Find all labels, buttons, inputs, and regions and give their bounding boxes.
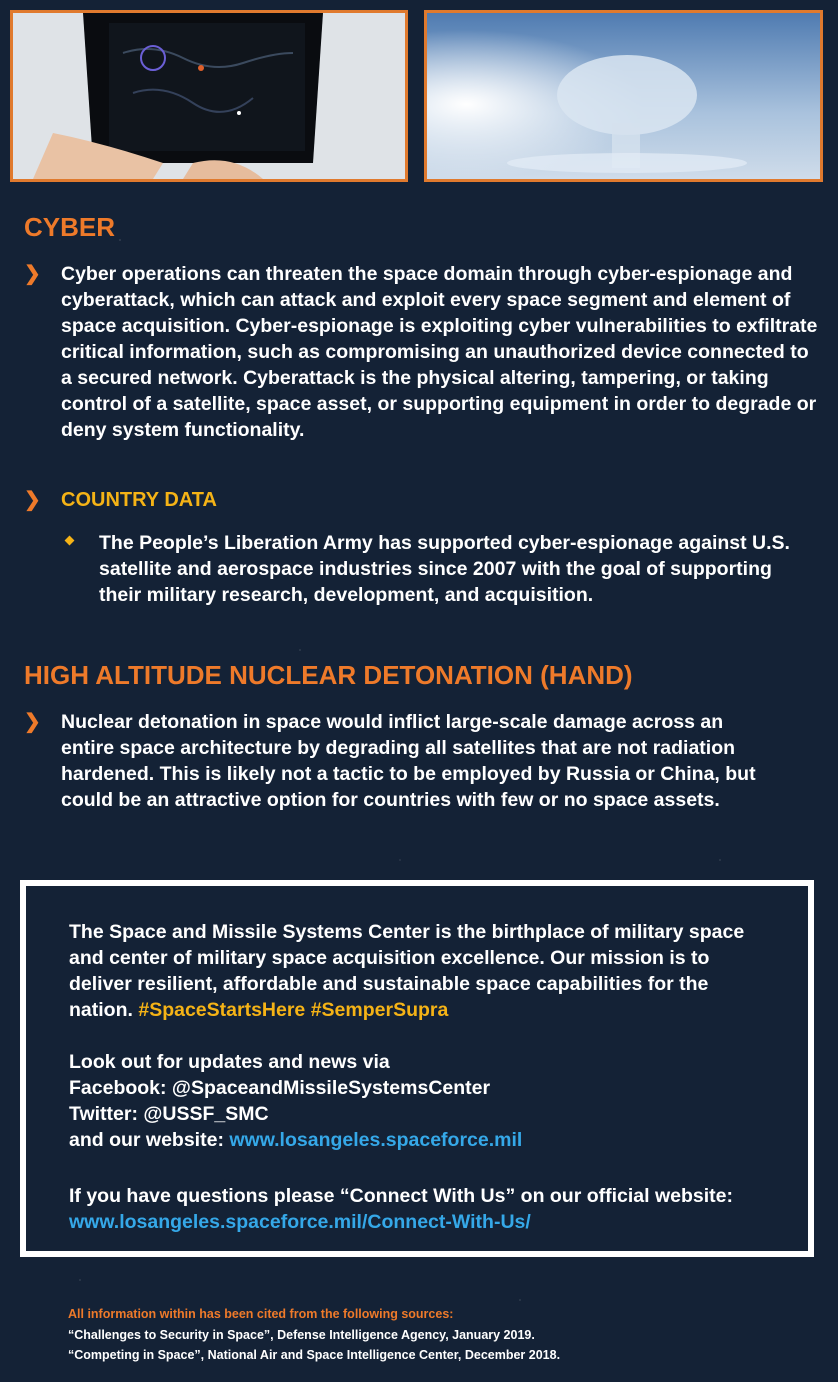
hand-body: Nuclear detonation in space would inflict large-scale damage across an entire space architecture by degrading all satellites that are not radiation hardened. This is likely not a tactic to be employed by Russia or China, but could be an attractive option for countries with few or no space assets. bbox=[61, 711, 756, 811]
twitter-handle[interactable]: Twitter: @USSF_SMC bbox=[69, 1103, 269, 1125]
questions-text: If you have questions please “Connect With Us” on our official website: bbox=[69, 1185, 733, 1207]
questions-block bbox=[69, 1183, 769, 1235]
updates-intro: Look out for updates and news via bbox=[69, 1051, 390, 1073]
mission-text: The Space and Missile Systems Center is the birthplace of military space and center of military space acquisition excellence. Our mission is to deliver resilient, affordable and sustainable space capabilities for the nation. bbox=[69, 921, 745, 1021]
website-label: and our website: bbox=[69, 1129, 224, 1151]
connect-link[interactable]: www.losangeles.spaceforce.mil/Connect-With-Us/ bbox=[69, 1211, 531, 1233]
sources-heading: All information within has been cited from the following sources: bbox=[68, 1307, 454, 1321]
hand-heading: HIGH ALTITUDE NUCLEAR DETONATION (HAND) bbox=[24, 660, 633, 690]
updates-block bbox=[69, 1049, 769, 1153]
country-data-heading: COUNTRY DATA bbox=[61, 489, 217, 511]
nuclear-detonation-image bbox=[424, 10, 823, 182]
cyber-heading: CYBER bbox=[24, 212, 116, 242]
mission-statement bbox=[69, 919, 769, 1023]
facebook-handle[interactable]: Facebook: @SpaceandMissileSystemsCenter bbox=[69, 1077, 491, 1099]
website-link[interactable]: www.losangeles.spaceforce.mil bbox=[229, 1129, 523, 1151]
bullet-arrow-icon: ❯ bbox=[24, 711, 41, 733]
hashtags[interactable]: #SpaceStartsHere #SemperSupra bbox=[138, 999, 449, 1021]
info-box bbox=[20, 880, 814, 1257]
laptop-illustration bbox=[13, 13, 405, 179]
mushroom-cloud-illustration bbox=[427, 13, 820, 179]
laptop-cyber-image bbox=[10, 10, 408, 182]
source-item: “Competing in Space”, National Air and Space Intelligence Center, December 2018. bbox=[68, 1348, 561, 1362]
bullet-arrow-icon: ❯ bbox=[24, 263, 41, 285]
cyber-body: Cyber operations can threaten the space domain through cyber-espionage and cyberattack, which can attack and exploit every space segment and element of space acquisition. Cyber-espionage is exploiting cyber vulnerabilities to exfiltrate critical information, such as compromising an unauthorized device connected to a secured network. Cyberattack is the physical altering, tampering, or taking control of a satellite, space asset, or supporting equipment in order to degrade or deny system functionality. bbox=[61, 263, 818, 441]
bullet-arrow-icon: ❯ bbox=[24, 489, 41, 511]
source-item: “Challenges to Security in Space”, Defense Intelligence Agency, January 2019. bbox=[68, 1328, 535, 1342]
country-data-body: The People’s Liberation Army has supported cyber-espionage against U.S. satellite and aerospace industries since 2007 with the goal of supporting their military research, development, and acquisition. bbox=[99, 532, 790, 606]
bullet-diamond-icon bbox=[65, 536, 75, 546]
